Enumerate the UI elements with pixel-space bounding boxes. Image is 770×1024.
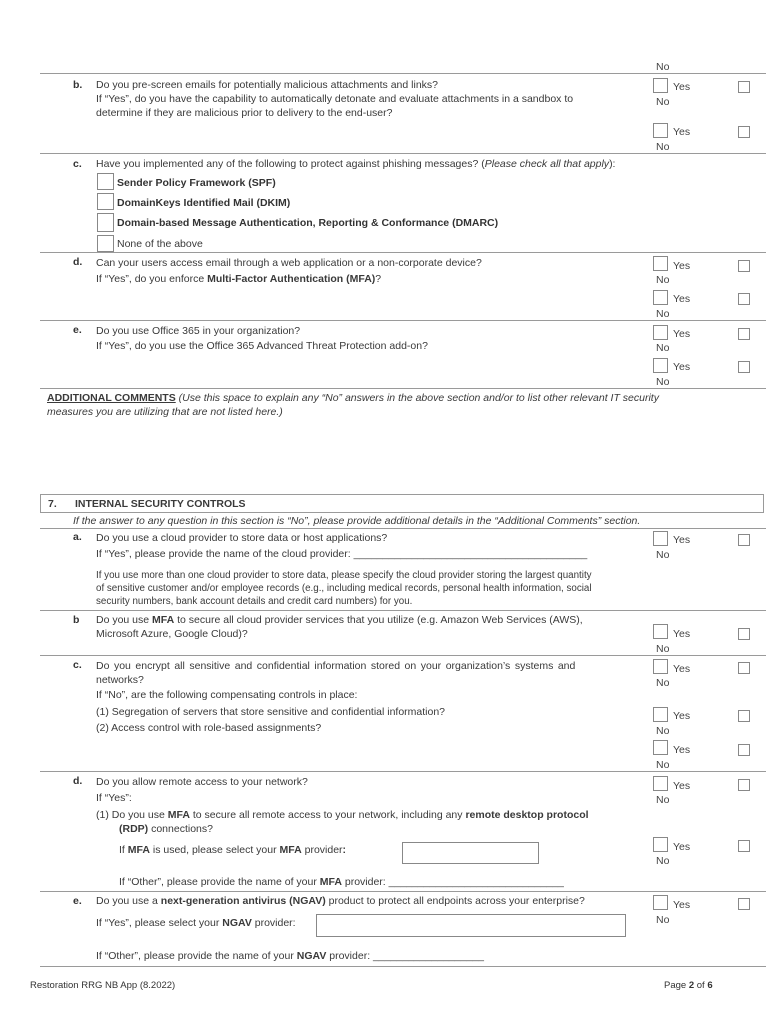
no-checkbox[interactable] <box>738 361 750 373</box>
no-label: No <box>656 376 670 388</box>
no-label: No <box>656 725 670 737</box>
no-label: No <box>656 274 670 286</box>
question-7a-text: Do you use a cloud provider to store data or host applications? If “Yes”, please provide the name of the cloud provider: ________________________________________ <box>96 532 588 560</box>
question-letter: b. <box>73 79 83 91</box>
yes-checkbox[interactable] <box>653 707 668 722</box>
question-6d-text: Can your users access email through a web application or a non-corporate device? If “Yes”, do you enforce Multi-Factor Authentication (MFA)? <box>96 257 482 285</box>
section-title: INTERNAL SECURITY CONTROLS <box>75 498 246 510</box>
section-7-header <box>40 494 764 513</box>
page-number: Page 2 of 6 <box>664 980 713 991</box>
no-checkbox[interactable] <box>738 126 750 138</box>
no-label: No <box>656 759 670 771</box>
ngav-provider-label: If “Yes”, please select your NGAV provider: <box>96 917 296 929</box>
divider <box>40 252 766 253</box>
ngav-other-provider-field[interactable]: If “Other”, please provide the name of your NGAV provider: ___________________ <box>96 950 484 962</box>
divider <box>40 73 766 74</box>
yes-label: Yes <box>673 260 691 272</box>
no-label: No <box>656 855 670 867</box>
divider <box>40 153 766 154</box>
dkim-checkbox[interactable] <box>97 193 114 210</box>
mfa-provider-select[interactable] <box>402 842 539 864</box>
yes-checkbox[interactable] <box>653 290 668 305</box>
no-checkbox[interactable] <box>738 898 750 910</box>
section-instruction: If the answer to any question in this section is “No”, please provide additional details in the “Additional Comments” section. <box>73 515 641 527</box>
question-letter: b <box>73 614 80 626</box>
none-checkbox[interactable] <box>97 235 114 252</box>
question-letter: c. <box>73 158 82 170</box>
no-label: No <box>656 61 670 73</box>
yes-checkbox[interactable] <box>653 256 668 271</box>
no-label: No <box>656 677 670 689</box>
question-letter: e. <box>73 895 82 907</box>
question-letter: c. <box>73 659 82 671</box>
dmarc-checkbox[interactable] <box>97 213 114 232</box>
question-letter: a. <box>73 531 82 543</box>
yes-checkbox[interactable] <box>653 531 668 546</box>
question-7b-text: Do you use MFA to secure all cloud provider services that you utilize (e.g. Amazon Web Services (AWS), Microsoft Azure, Google Cloud)? <box>96 614 583 640</box>
divider <box>40 891 766 892</box>
additional-comments-area[interactable] <box>47 420 767 490</box>
yes-label: Yes <box>673 780 691 792</box>
no-checkbox[interactable] <box>738 293 750 305</box>
no-label: No <box>656 549 670 561</box>
no-checkbox[interactable] <box>738 534 750 546</box>
no-checkbox[interactable] <box>738 81 750 93</box>
section-number: 7. <box>48 498 57 510</box>
yes-label: Yes <box>673 744 691 756</box>
yes-label: Yes <box>673 710 691 722</box>
mfa-provider-label: If MFA is used, please select your MFA provider: <box>119 844 347 856</box>
option-none: None of the above <box>117 238 203 250</box>
no-checkbox[interactable] <box>738 710 750 722</box>
divider <box>40 655 766 656</box>
question-letter: e. <box>73 324 82 336</box>
question-letter: d. <box>73 256 83 268</box>
option-spf: Sender Policy Framework (SPF) <box>117 177 276 189</box>
yes-checkbox[interactable] <box>653 837 668 852</box>
question-6c-text: Have you implemented any of the following to protect against phishing messages? (Please check all that apply): <box>96 158 616 170</box>
yes-label: Yes <box>673 663 691 675</box>
question-6b-text: Do you pre-screen emails for potentially malicious attachments and links? If “Yes”, do you have the capability to automatically detonate and evaluate attachments in a sandbox to determine if they are malicious prior to delivery to the end-user? <box>96 79 574 119</box>
yes-checkbox[interactable] <box>653 325 668 340</box>
no-checkbox[interactable] <box>738 779 750 791</box>
no-label: No <box>656 643 670 655</box>
yes-label: Yes <box>673 899 691 911</box>
divider <box>40 388 766 389</box>
no-label: No <box>656 342 670 354</box>
yes-checkbox[interactable] <box>653 123 668 138</box>
divider <box>40 610 766 611</box>
question-7e-text: Do you use a next-generation antivirus (NGAV) product to protect all endpoints across your enterprise? <box>96 895 585 907</box>
no-checkbox[interactable] <box>738 744 750 756</box>
yes-checkbox[interactable] <box>653 776 668 791</box>
no-checkbox[interactable] <box>738 260 750 272</box>
no-label: No <box>656 141 670 153</box>
yes-label: Yes <box>673 628 691 640</box>
mfa-other-provider-field[interactable]: If “Other”, please provide the name of your MFA provider: ______________________________ <box>119 876 564 888</box>
yes-label: Yes <box>673 126 691 138</box>
cloud-provider-note: If you use more than one cloud provider to store data, please specify the cloud provider storing the largest quantity of sensitive customer and/or employee records (e.g., including medical records, personal health information, social security numbers, bank account details and credit card numbers) for you. <box>96 570 592 607</box>
yes-checkbox[interactable] <box>653 740 668 755</box>
question-7d-text: Do you allow remote access to your network? If “Yes”: (1) Do you use MFA to secure all remote access to your network, including any remote desktop protocol (RDP) connections? <box>96 776 589 835</box>
question-7c-text: Do you encrypt all sensitive and confidential information stored on your organization’s systems and networks? If “No”, are the following compensating controls in place: (1) Segregation of servers that store sensitive and confidential information? (2) Access control with role-based assignments? <box>96 660 576 734</box>
footer-form-id: Restoration RRG NB App (8.2022) <box>30 980 176 991</box>
yes-checkbox[interactable] <box>653 78 668 93</box>
no-label: No <box>656 794 670 806</box>
yes-label: Yes <box>673 328 691 340</box>
additional-comments-instructions: ADDITIONAL COMMENTS (Use this space to explain any “No” answers in the above section and/or to list other relevant IT security measures you are utilizing that are not listed here.) <box>47 392 659 418</box>
yes-label: Yes <box>673 361 691 373</box>
spf-checkbox[interactable] <box>97 173 114 190</box>
yes-label: Yes <box>673 81 691 93</box>
option-dkim: DomainKeys Identified Mail (DKIM) <box>117 197 291 209</box>
no-label: No <box>656 308 670 320</box>
yes-checkbox[interactable] <box>653 358 668 373</box>
option-dmarc: Domain-based Message Authentication, Reporting & Conformance (DMARC) <box>117 217 499 229</box>
question-letter: d. <box>73 775 83 787</box>
no-checkbox[interactable] <box>738 662 750 674</box>
no-label: No <box>656 914 670 926</box>
yes-label: Yes <box>673 534 691 546</box>
yes-checkbox[interactable] <box>653 624 668 639</box>
ngav-provider-select[interactable] <box>316 914 626 937</box>
yes-checkbox[interactable] <box>653 895 668 910</box>
yes-label: Yes <box>673 293 691 305</box>
divider <box>40 966 766 967</box>
divider <box>40 771 766 772</box>
no-label: No <box>656 96 670 108</box>
additional-comments-title: ADDITIONAL COMMENTS <box>47 392 176 404</box>
yes-checkbox[interactable] <box>653 659 668 674</box>
question-6e-text: Do you use Office 365 in your organization? If “Yes”, do you use the Office 365 Advanced Threat Protection add-on? <box>96 325 428 352</box>
no-checkbox[interactable] <box>738 628 750 640</box>
divider <box>40 528 766 529</box>
no-checkbox[interactable] <box>738 328 750 340</box>
yes-label: Yes <box>673 841 691 853</box>
no-checkbox[interactable] <box>738 840 750 852</box>
divider <box>40 320 766 321</box>
